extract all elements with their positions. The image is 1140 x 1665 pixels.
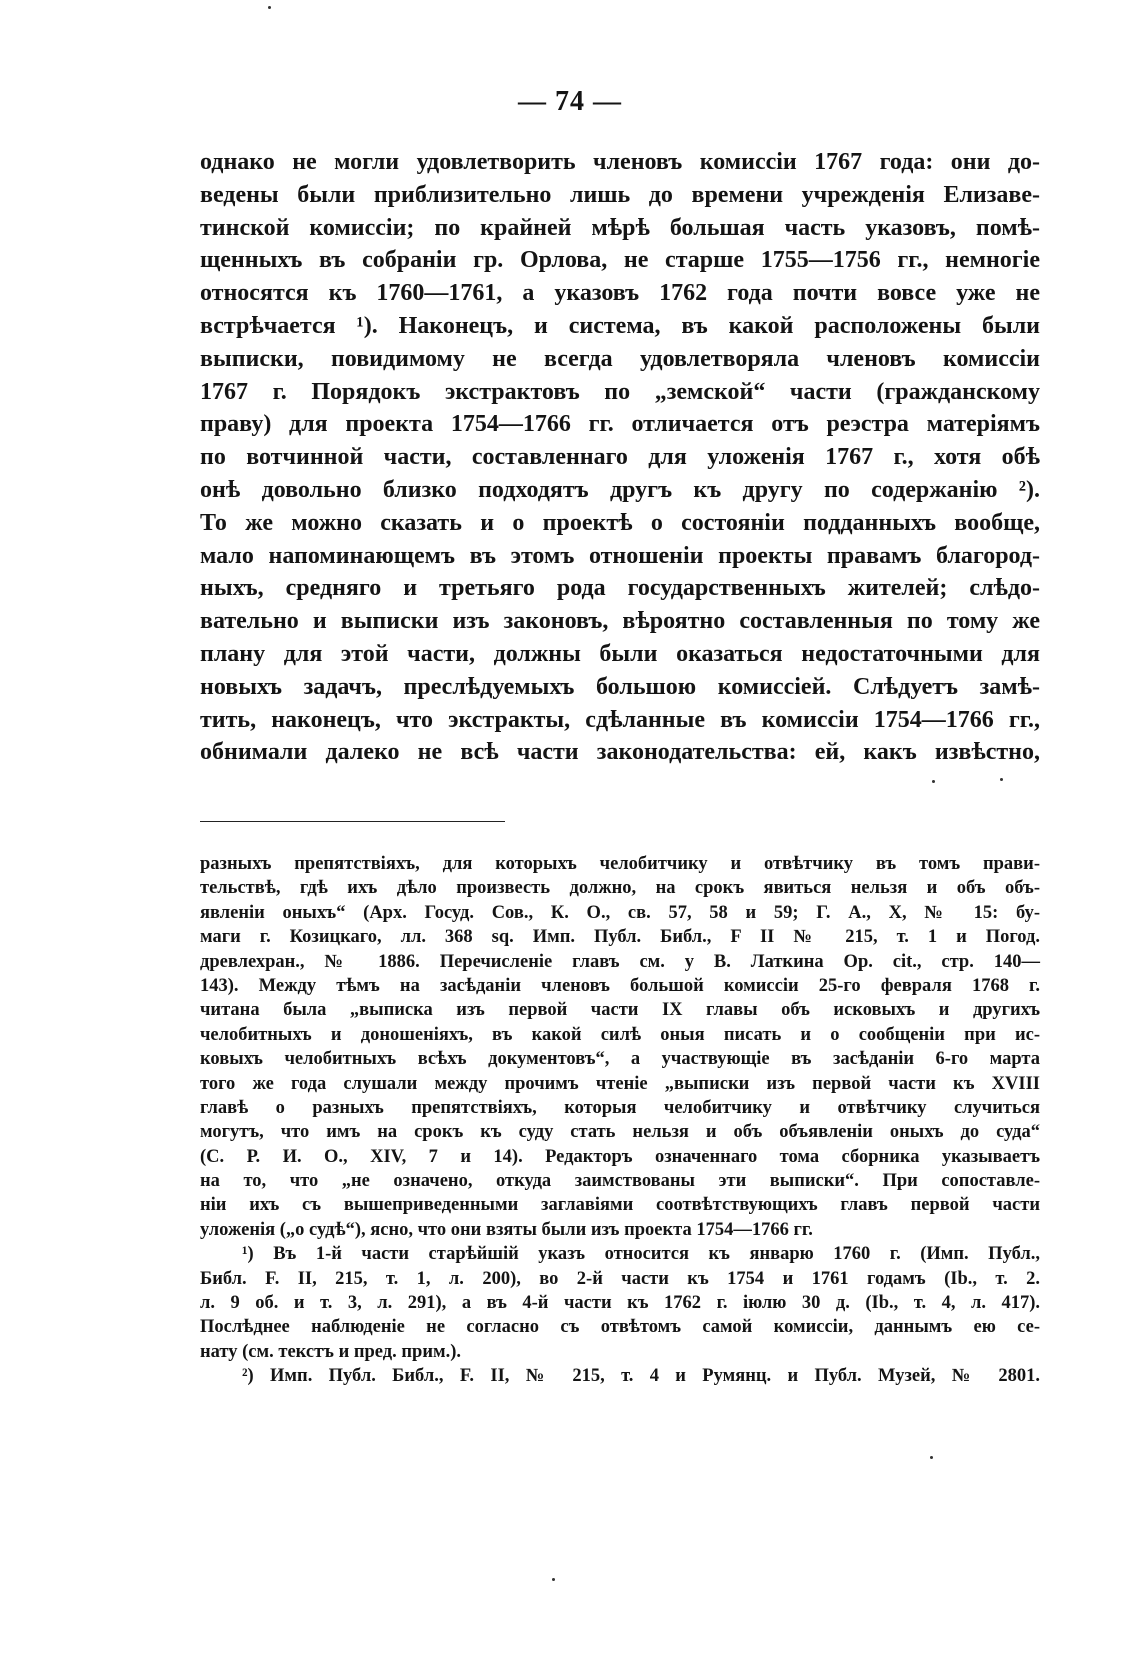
main-text-line: онѣ довольно близко подходятъ другъ къ другу по содержанію ²). [200, 476, 1040, 503]
footnote-line: древлехран., № 1886. Перечисленіе главъ см. у В. Латкина Op. cit., стр. 140— [200, 951, 1040, 972]
footnote-line: явленіи оныхъ“ (Арх. Госуд. Сов., К. О., св. 57, 58 и 59; Г. А., X, № 15: бу- [200, 902, 1040, 923]
page-number: — 74 — [518, 86, 622, 117]
main-text-line: выписки, повидимому не всегда удовлетворяла членовъ комиссіи [200, 345, 1040, 372]
scan-speck [268, 6, 271, 9]
main-text-line: То же можно сказать и о проектѣ о состояніи подданныхъ вообще, [200, 509, 1040, 536]
footnotes-text [200, 852, 1040, 1389]
footnote-line: разныхъ препятствіяхъ, для которыхъ челобитчику и отвѣтчику въ томъ прави- [200, 854, 1040, 874]
footnote-line: 143). Между тѣмъ на засѣданіи членовъ большой комиссіи 25-го февраля 1768 г. [200, 975, 1040, 996]
scan-speck [1000, 778, 1003, 781]
footnote-1-line: Библ. F. II, 215, т. 1, л. 200), во 2-й части къ 1754 и 1761 годамъ (Ib., т. 2. [200, 1268, 1040, 1289]
scan-speck [932, 780, 935, 783]
main-text-line: вательно и выписки изъ законовъ, вѣроятно составленныя по тому же [200, 608, 1040, 635]
main-body-text [200, 146, 1040, 769]
main-text-line: ныхъ, средняго и третьяго рода государственныхъ жителей; слѣдо- [200, 575, 1040, 602]
main-text-line: однако не могли удовлетворить членовъ комиссіи 1767 года: они до- [200, 149, 1040, 175]
footnote-divider [200, 821, 505, 822]
footnote-1-line: ¹) Въ 1-й части старѣйшій указъ относится къ январю 1760 г. (Имп. Публ., [242, 1244, 1040, 1265]
main-text-line: тинской комиссіи; по крайней мѣрѣ большая часть указовъ, помѣ- [200, 214, 1040, 241]
main-text-line: ведены были приблизительно лишь до времени учрежденія Елизаве- [200, 181, 1040, 208]
main-text-line: обнимали далеко не всѣ части законодательства: ей, какъ извѣстно, [200, 739, 1040, 766]
footnote-1-line: Послѣднее наблюденіе не согласно съ отвѣтомъ самой комиссіи, даннымъ ею се- [200, 1317, 1040, 1338]
main-text-line: щенныхъ въ собраніи гр. Орлова, не старше 1755—1756 гг., немногіе [200, 247, 1040, 274]
main-text-line: встрѣчается ¹). Наконецъ, и система, въ какой расположены были [200, 312, 1040, 339]
footnote-line: уложенія („о судѣ“), ясно, что они взяты были изъ проекта 1754—1766 гг. [200, 1219, 813, 1240]
footnote-2-line: ²) Имп. Публ. Библ., F. II, № 215, т. 4 и Румянц. и Публ. Музей, № 2801. [242, 1366, 1040, 1387]
footnote-line: читана была „выписка изъ первой части IX главы объ исковыхъ и другихъ [200, 1000, 1040, 1021]
main-text-line: 1767 г. Порядокъ экстрактовъ по „земской“ части (гражданскому [200, 378, 1040, 405]
main-text-line: новыхъ задачъ, преслѣдуемыхъ большою комиссіей. Слѣдуетъ замѣ- [200, 673, 1040, 700]
footnote-line: маги г. Козицкаго, лл. 368 sq. Имп. Публ. Библ., F II № 215, т. 1 и Погод. [200, 927, 1040, 948]
footnote-line: (С. Р. И. О., XIV, 7 и 14). Редакторъ означеннаго тома сборника указываетъ [200, 1146, 1040, 1167]
scan-speck [930, 1456, 933, 1459]
footnote-1-line: л. 9 об. и т. 3, л. 291), а въ 4-й части къ 1762 г. іюлю 30 д. (Ib., т. 4, л. 417). [200, 1293, 1040, 1314]
main-text-line: праву) для проекта 1754—1766 гг. отличается отъ реэстра матеріямъ [200, 411, 1040, 438]
main-text-line: относятся къ 1760—1761, а указовъ 1762 года почти вовсе уже не [200, 280, 1040, 307]
footnote-line: того же года слушали между прочимъ чтеніе „выписки изъ первой части къ XVIII [200, 1073, 1040, 1094]
footnote-line: главѣ о разныхъ препятствіяхъ, которыя челобитчику и отвѣтчику случиться [200, 1097, 1040, 1118]
main-text-line: по вотчинной части, составленнаго для уложенія 1767 г., хотя обѣ [200, 444, 1040, 471]
main-text-line: плану для этой части, должны были оказаться недостаточными для [200, 640, 1040, 667]
main-text-line: мало напоминающемъ въ этомъ отношеніи проекты правамъ благород- [200, 542, 1040, 569]
footnote-line: челобитныхъ и доношеніяхъ, въ какой силѣ оныя писать и о сообщеніи при ис- [200, 1024, 1040, 1045]
footnote-1-line: нату (см. текстъ и пред. прим.). [200, 1341, 462, 1362]
footnote-line: могутъ, что имъ на срокъ къ суду стать нельзя и объ объявленіи оныхъ до суда“ [200, 1122, 1040, 1143]
footnote-line: тельствѣ, гдѣ ихъ дѣло произвесть должно, на срокъ явиться нельзя и объ объ- [200, 878, 1040, 899]
scan-speck [552, 1578, 555, 1581]
footnote-line: на то, что „не означено, откуда заимствованы эти выписки“. При сопоставле- [200, 1171, 1040, 1192]
footnote-line: ковыхъ челобитныхъ всѣхъ документовъ“, а участвующіе въ засѣданіи 6-го марта [200, 1049, 1040, 1070]
footnote-line: ніи ихъ съ вышеприведенными заглавіями соотвѣтствующихъ главъ первой части [200, 1195, 1040, 1216]
main-text-line: тить, наконецъ, что экстракты, сдѣланные въ комиссіи 1754—1766 гг., [200, 706, 1040, 733]
